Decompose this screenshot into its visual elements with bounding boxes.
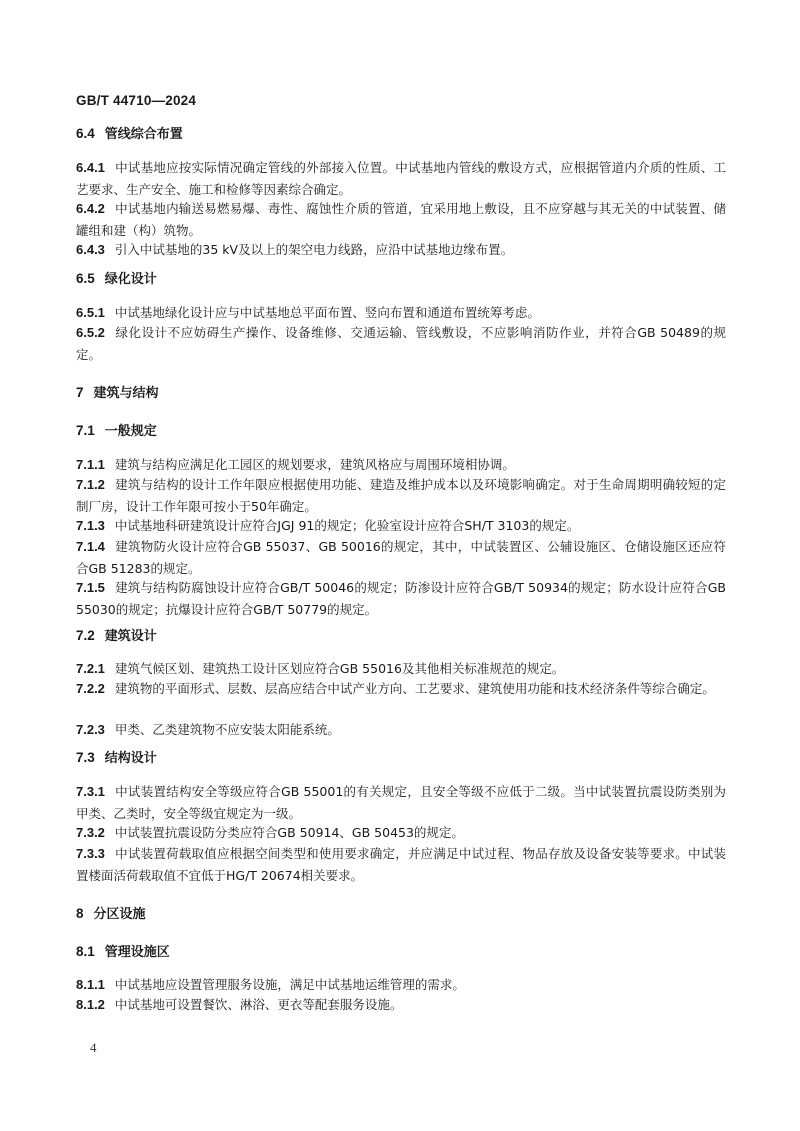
clause-7-3-1 [76,781,726,825]
clause-text: 建筑物防火设计应符合GB 55037、GB 50016的规定，其中，中试装置区、公辅设施区、仓储设施区还应符合GB 51283的规定。 [76,539,726,576]
clause-text: 建筑与结构防腐蚀设计应符合GB/T 50046的规定；防渗设计应符合GB/T 50934的规定；防水设计应符合GB 55030的规定；抗爆设计应符合GB/T 50779的规定。 [76,580,726,617]
clause-text: 绿化设计不应妨碍生产操作、设备维修、交通运输、管线敷设，不应影响消防作业，并符合GB 50489的规定。 [76,325,726,362]
clause-8-1-2 [76,994,726,1016]
clause-6-5-1 [76,302,726,324]
clause-text: 中试基地科研建筑设计应符合JGJ 91的规定；化验室设计应符合SH/T 3103的规定。 [114,518,580,533]
section-number: 6.4 [76,126,95,141]
clause-number: 7.2.1 [76,661,105,676]
clause-text: 建筑气候区划、建筑热工设计区划应符合GB 55016及其他相关标准规范的规定。 [114,661,565,676]
section-title: 结构设计 [104,751,157,766]
clause-number: 6.5.1 [76,305,105,320]
clause-number: 7.2.3 [76,722,105,737]
section-title: 管理设施区 [104,945,170,960]
clause-number: 6.4.2 [76,201,105,216]
section-number: 6.5 [76,271,95,286]
section-heading-7-2 [76,625,726,648]
clause-text: 建筑与结构的设计工作年限应根据使用功能、建造及维护成本以及环境影响确定。对于生命周期明确较短的定制厂房，设计工作年限可按小于50年确定。 [76,477,726,514]
clause-7-2-2 [76,678,726,700]
clause-7-1-1 [76,454,726,476]
clause-text: 中试装置结构安全等级应符合GB 55001的有关规定，且安全等级不应低于二级。当中试装置抗震设防类别为甲类、乙类时，安全等级宜规定为一级。 [76,784,726,821]
clause-7-1-2 [76,474,726,518]
section-heading-6-5 [76,268,726,291]
clause-text: 甲类、乙类建筑物不应安装太阳能系统。 [114,722,340,737]
section-heading-7-3 [76,747,726,770]
section-number: 7.1 [76,423,95,438]
section-heading-8-1 [76,941,726,964]
clause-number: 7.1.3 [76,518,105,533]
clause-7-3-2 [76,822,726,844]
clause-number: 7.1.4 [76,539,105,554]
clause-7-1-3 [76,515,726,537]
clause-number: 8.1.1 [76,977,105,992]
clause-text: 建筑与结构应满足化工园区的规划要求，建筑风格应与周围环境相协调。 [114,457,515,472]
clause-number: 7.1.1 [76,457,105,472]
clause-8-1-1 [76,974,726,996]
section-heading-6-4 [76,123,726,146]
section-number: 7.2 [76,628,95,643]
clause-number: 7.3.3 [76,846,105,861]
clause-7-2-1 [76,658,726,680]
chapter-heading-7 [76,382,726,405]
clause-number: 7.2.2 [76,681,105,696]
clause-text: 引入中试基地的35 kV及以上的架空电力线路，应沿中试基地边缘布置。 [114,242,514,257]
clause-7-1-4 [76,536,726,580]
clause-6-5-2 [76,322,726,366]
clause-6-4-3 [76,239,726,261]
clause-text: 中试基地内输送易燃易爆、毒性、腐蚀性介质的管道，宜采用地上敷设，且不应穿越与其无关的中试装置、储罐组和建（构）筑物。 [76,201,726,238]
chapter-title: 分区设施 [93,907,146,922]
section-number: 7.3 [76,750,95,765]
section-title: 绿化设计 [104,272,157,287]
clause-number: 7.1.5 [76,580,105,595]
clause-number: 6.5.2 [76,325,105,340]
clause-number: 7.3.1 [76,784,105,799]
page-number: 4 [90,1040,97,1055]
chapter-heading-8 [76,903,726,926]
clause-number: 8.1.2 [76,997,105,1012]
clause-text: 中试装置抗震设防分类应符合GB 50914、GB 50453的规定。 [114,825,464,840]
clause-6-4-1 [76,157,726,201]
section-heading-7-1 [76,420,726,443]
document-code-header: GB/T 44710—2024 [76,93,197,108]
chapter-number: 8 [76,906,84,921]
section-number: 8.1 [76,944,95,959]
chapter-number: 7 [76,385,84,400]
clause-number: 7.1.2 [76,477,105,492]
clause-text: 中试基地绿化设计应与中试基地总平面布置、竖向布置和通道布置统筹考虑。 [114,305,540,320]
clause-text: 中试基地应设置管理服务设施，满足中试基地运维管理的需求。 [114,977,465,992]
clause-text: 建筑物的平面形式、层数、层高应结合中试产业方向、工艺要求、建筑使用功能和技术经济条件等综合确定。 [114,681,715,696]
chapter-title: 建筑与结构 [93,386,159,401]
clause-6-4-2 [76,198,726,242]
section-title: 管线综合布置 [104,127,183,142]
clause-7-2-3 [76,719,726,741]
clause-7-3-3 [76,843,726,887]
clause-text: 中试基地可设置餐饮、淋浴、更衣等配套服务设施。 [114,997,403,1012]
clause-text: 中试装置荷载取值应根据空间类型和使用要求确定，并应满足中试过程、物品存放及设备安装等要求。中试装置楼面活荷载取值不宜低于HG/T 20674相关要求。 [76,846,726,883]
clause-text: 中试基地应按实际情况确定管线的外部接入位置。中试基地内管线的敷设方式，应根据管道内介质的性质、工艺要求、生产安全、施工和检修等因素综合确定。 [76,160,726,197]
clause-7-1-5 [76,577,726,621]
clause-number: 6.4.1 [76,160,105,175]
clause-number: 6.4.3 [76,242,105,257]
section-title: 一般规定 [104,424,157,439]
clause-number: 7.3.2 [76,825,105,840]
section-title: 建筑设计 [104,629,157,644]
